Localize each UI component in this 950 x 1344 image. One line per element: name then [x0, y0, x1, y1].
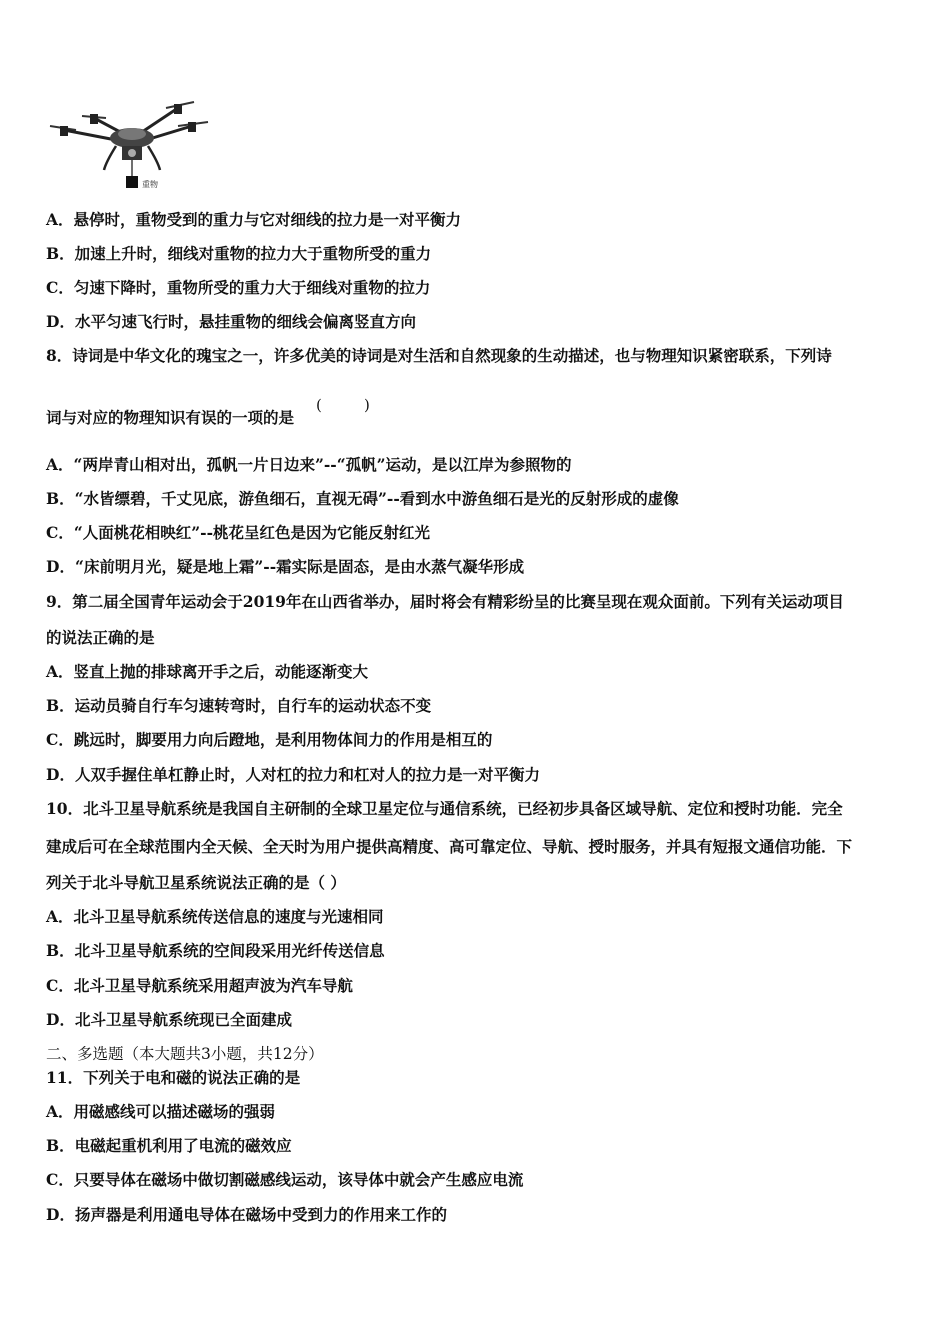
q8-option-d: D．“床前明月光，疑是地上霜”--霜实际是固态，是由水蒸气凝华形成 — [46, 557, 525, 576]
drone-illustration — [46, 96, 216, 192]
q8-stem-line2: 词与对应的物理知识有误的一项的是 — [46, 408, 295, 427]
q11-option-c: C．只要导体在磁场中做切割磁感线运动，该导体中就会产生感应电流 — [46, 1170, 524, 1189]
q10-stem-line2: 建成后可在全球范围内全天候、全天时为用户提供高精度、高可靠定位、导航、授时服务，并具有短报文通信功能．下 — [46, 837, 853, 856]
q8-option-b: B．“水皆缥碧，千丈见底，游鱼细石，直视无碍”--看到水中游鱼细石是光的反射形成的虚像 — [46, 489, 679, 508]
q8-stem-line1: 8．诗词是中华文化的瑰宝之一，许多优美的诗词是对生活和自然现象的生动描述，也与物理知识紧密联系，下列诗 — [46, 346, 832, 365]
q9-option-c: C．跳远时，脚要用力向后蹬地，是利用物体间力的作用是相互的 — [46, 730, 493, 749]
q9-stem-line2: 的说法正确的是 — [46, 628, 155, 647]
weight-label: 重物 — [142, 180, 158, 189]
q10-option-a: A．北斗卫星导航系统传送信息的速度与光速相同 — [46, 907, 384, 926]
q7-option-b: B．加速上升时，细线对重物的拉力大于重物所受的重力 — [46, 244, 432, 263]
q8-option-a: A．“两岸青山相对出，孤帆一片日边来”--“孤帆”运动，是以江岸为参照物的 — [46, 455, 572, 474]
q8-option-c: C．“人面桃花相映红”--桃花呈红色是因为它能反射红光 — [46, 523, 431, 542]
q8-paren-open: ( — [316, 396, 322, 414]
q11-stem: 11．下列关于电和磁的说法正确的是 — [46, 1068, 301, 1087]
q10-option-b: B．北斗卫星导航系统的空间段采用光纤传送信息 — [46, 941, 385, 960]
q11-option-a: A．用磁感线可以描述磁场的强弱 — [46, 1102, 276, 1121]
section-title-multiple-choice: 二、多选题（本大题共3小题，共12分） — [46, 1045, 324, 1063]
q10-option-d: D．北斗卫星导航系统现已全面建成 — [46, 1010, 292, 1029]
q8-paren-close: ) — [364, 396, 370, 414]
q9-stem-line1: 9．第二届全国青年运动会于2019年在山西省举办，届时将会有精彩纷呈的比赛呈现在观众面前。下列有关运动项目 — [46, 592, 844, 611]
q10-option-c: C．北斗卫星导航系统采用超声波为汽车导航 — [46, 976, 353, 995]
q9-option-a: A．竖直上抛的排球离开手之后，动能逐渐变大 — [46, 662, 369, 681]
q9-option-d: D．人双手握住单杠静止时，人对杠的拉力和杠对人的拉力是一对平衡力 — [46, 765, 540, 784]
q7-option-c: C．匀速下降时，重物所受的重力大于细线对重物的拉力 — [46, 278, 431, 297]
q11-option-d: D．扬声器是利用通电导体在磁场中受到力的作用来工作的 — [46, 1205, 447, 1224]
q7-option-d: D．水平匀速飞行时，悬挂重物的细线会偏离竖直方向 — [46, 312, 416, 331]
q7-option-a: A．悬停时，重物受到的重力与它对细线的拉力是一对平衡力 — [46, 210, 462, 229]
q9-option-b: B．运动员骑自行车匀速转弯时，自行车的运动状态不变 — [46, 696, 432, 715]
q10-stem-line3: 列关于北斗导航卫星系统说法正确的是（ ） — [46, 873, 346, 892]
q10-stem-line1: 10．北斗卫星导航系统是我国自主研制的全球卫星定位与通信系统，已经初步具备区域导航、定位和授时功能．完全 — [46, 799, 843, 818]
q11-option-b: B．电磁起重机利用了电流的磁效应 — [46, 1136, 292, 1155]
drone-figure — [46, 96, 216, 192]
